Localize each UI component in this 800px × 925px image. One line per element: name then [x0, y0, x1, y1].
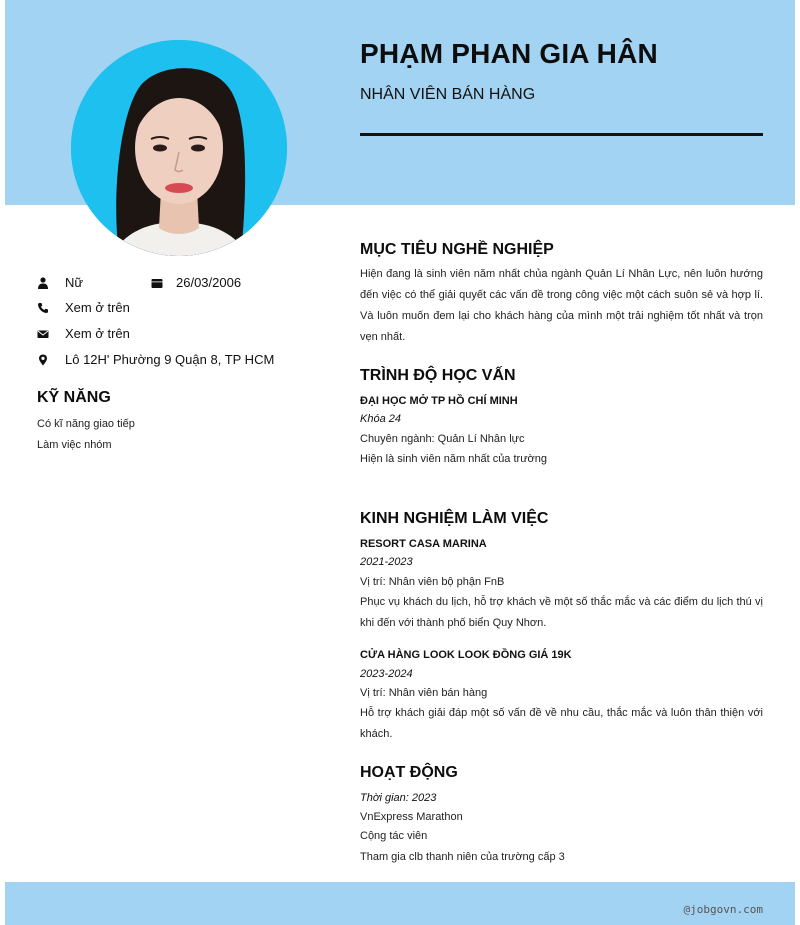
birthday-value: 26/03/2006: [176, 275, 242, 290]
objective-heading: MỤC TIÊU NGHỀ NGHIỆP: [360, 241, 554, 258]
profile-photo: [71, 40, 287, 256]
gender-value: Nữ: [65, 275, 84, 290]
activity-event: VnExpress Marathon: [360, 811, 463, 823]
profile-photo-illustration: [71, 40, 287, 256]
education-period: Khóa 24: [360, 413, 401, 425]
calendar-icon: [151, 277, 163, 289]
location-pin-icon: [37, 354, 49, 366]
job-position: Vị trí: Nhân viên bán hàng: [360, 687, 488, 699]
school-name: ĐẠI HỌC MỞ TP HỒ CHÍ MINH: [360, 395, 518, 407]
person-icon: [37, 277, 49, 289]
job-company: RESORT CASA MARINA: [360, 538, 487, 550]
phone-value: Xem ở trên: [65, 300, 130, 315]
activity-period: Thời gian: 2023: [360, 792, 437, 804]
address-row: [37, 352, 274, 367]
education-heading: TRÌNH ĐỘ HỌC VẤN: [360, 367, 516, 384]
job-company: CỬA HÀNG LOOK LOOK ĐỒNG GIÁ 19K: [360, 649, 572, 661]
activity-detail: Tham gia clb thanh niên của trường cấp 3: [360, 851, 565, 863]
mail-icon: [37, 328, 49, 340]
activities-heading: HOẠT ĐỘNG: [360, 764, 458, 781]
job-period: 2021-2023: [360, 556, 413, 568]
job-position: Vị trí: Nhân viên bộ phận FnB: [360, 576, 505, 588]
activity-role: Cộng tác viên: [360, 830, 428, 842]
birthday-row: [151, 275, 241, 290]
education-major: Chuyên ngành: Quản Lí Nhân lực: [360, 433, 525, 445]
job-description: Hỗ trợ khách giải đáp một số vấn đề về nhu cầu, thắc mắc và luôn thân thiện với khách.: [360, 707, 763, 740]
header-divider: [360, 133, 763, 136]
skills-heading: KỸ NĂNG: [37, 389, 111, 406]
phone-row: [37, 300, 130, 315]
gender-row: [37, 275, 83, 290]
skill-item: Có kĩ năng giao tiếp: [37, 418, 135, 430]
candidate-role: NHÂN VIÊN BÁN HÀNG: [360, 86, 536, 103]
skill-item: Làm việc nhóm: [37, 439, 112, 451]
footer-band: [5, 882, 795, 925]
experience-heading: KINH NGHIỆM LÀM VIỆC: [360, 510, 549, 527]
site-credit: @jobgovn.com: [683, 903, 763, 916]
phone-icon: [37, 302, 49, 314]
email-value: Xem ở trên: [65, 326, 130, 341]
cv-page: [5, 0, 795, 925]
email-row: [37, 326, 130, 341]
address-value: Lô 12H' Phường 9 Quận 8, TP HCM: [65, 352, 275, 367]
objective-text: Hiện đang là sinh viên năm nhất chủa ngành Quản Lí Nhân Lực, nên luôn hướng đến việc có thể giải quyết các vấn đề trong công việc một cách suôn sẻ và hợp lí. Và luôn muốn đem lại cho khách hàng của mình một trải nghiệm tốt nhất và trọn vẹn nhất.: [360, 268, 763, 343]
job-period: 2023-2024: [360, 668, 413, 680]
education-note: Hiện là sinh viên năm nhất của trường: [360, 453, 548, 465]
job-description: Phục vụ khách du lịch, hỗ trợ khách về một số thắc mắc và các điểm du lịch thú vị khi đến với thành phố biển Quy Nhơn.: [360, 596, 763, 629]
candidate-name: PHẠM PHAN GIA HÂN: [360, 38, 658, 69]
